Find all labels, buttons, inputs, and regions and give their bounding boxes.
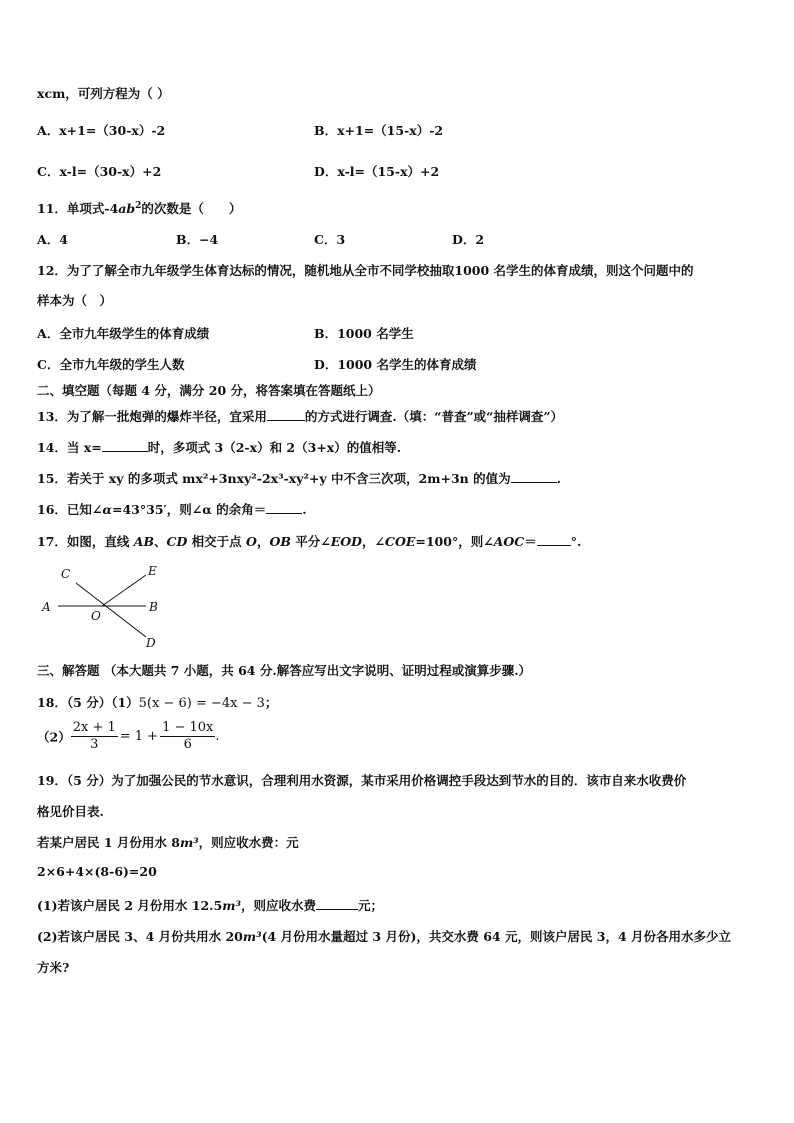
q16-answer-blank[interactable] bbox=[266, 512, 302, 514]
q13: 13．为了解一批炮弹的爆炸半径，宜采用 的方式进行调查.（填：“普查”或“抽样调查”） bbox=[37, 409, 564, 424]
q16: 16．已知∠α=43°35′，则∠α 的余角＝ . bbox=[37, 502, 307, 517]
q12-option-b: B．1000 名学生 bbox=[314, 326, 414, 341]
line-cd bbox=[76, 583, 146, 637]
q13-answer-blank[interactable] bbox=[267, 419, 305, 421]
q11-option-d: D．2 bbox=[452, 232, 485, 247]
ray-oe bbox=[102, 575, 146, 606]
q17: 17．如图，直线 AB、CD 相交于点 O，OB 平分∠EOD，∠COE=100°，则∠AOC＝ °. bbox=[37, 534, 582, 549]
q12-option-d: D．1000 名学生的体育成绩 bbox=[314, 357, 477, 372]
q18-part1: 18．（5 分）（1）5(x − 6) = −4x − 3； bbox=[37, 695, 278, 711]
q12-stem-line2: 样本为（ ） bbox=[37, 293, 113, 308]
q19-part2-line2: 方米? bbox=[37, 960, 70, 975]
q12-stem-line1: 12．为了了解全市九年级学生体育达标的情况，随机地从全市不同学校抽取1000 名学生的体育成绩，则这个问题中的 bbox=[37, 263, 694, 278]
q17-figure bbox=[36, 560, 176, 652]
q10-option-b: B．x+1=（15-x）-2 bbox=[314, 123, 444, 138]
q18-equation-1: 5(x − 6) = −4x − 3 bbox=[138, 696, 265, 711]
label-b: B bbox=[149, 600, 158, 614]
q19-part1: (1)若该户居民 2 月份用水 12.5m³，则应收水费 元； bbox=[37, 898, 383, 913]
q15: 15．若关于 xy 的多项式 mx²+3nxy²-2x³-xy²+y 中不含三次项，2m+3n 的值为 . bbox=[37, 471, 561, 486]
q19-answer-blank[interactable] bbox=[316, 908, 358, 910]
q19-line1: 19．（5 分）为了加强公民的节水意识，合理利用水资源，某市采用价格调控手段达到节水的目的．该市自来水收费价 bbox=[37, 773, 687, 788]
q17-answer-blank[interactable] bbox=[537, 544, 571, 546]
q10-option-a: A．x+1=（30-x）-2 bbox=[37, 123, 166, 138]
section-2-heading: 二、填空题（每题 4 分，满分 20 分，将答案填在答题纸上） bbox=[37, 383, 381, 398]
q18-part2: （2） $\frac{2x + 1}{3}$ = 1 + $\frac{1 - 10x}{6}$ . bbox=[37, 720, 220, 752]
q18-fraction-left: $\frac{2x + 1}{3}$ bbox=[72, 720, 116, 752]
q19-part2-line1: (2)若该户居民 3、4 月份共用水 20m³(4 月份用水量超过 3 月份)，共交水费 64 元，则该户居民 3，4 月份各用水多少立 bbox=[37, 929, 732, 944]
section-3-heading: 三、解答题 （本大题共 7 小题，共 64 分.解答应写出文字说明、证明过程或演算步骤.） bbox=[37, 663, 532, 678]
label-d: D bbox=[146, 636, 156, 650]
q10-option-c: C．x-l=（30-x）+2 bbox=[37, 164, 162, 179]
q12-option-a: A．全市九年级学生的体育成绩 bbox=[37, 326, 210, 341]
q15-answer-blank[interactable] bbox=[511, 481, 557, 483]
q10-option-d: D．x-l=（15-x）+2 bbox=[314, 164, 440, 179]
label-e: E bbox=[148, 564, 157, 578]
q18-fraction-right: $\frac{1 - 10x}{6}$ bbox=[162, 720, 214, 752]
q11-option-b: B．−4 bbox=[176, 232, 219, 247]
q10-stem-tail: xcm，可列方程为（ ） bbox=[37, 86, 170, 101]
q11-stem: 11．单项式$-4ab^2$的次数是（ ） bbox=[37, 200, 242, 216]
q19-line2: 格见价目表. bbox=[37, 804, 104, 819]
q12-option-c: C．全市九年级的学生人数 bbox=[37, 357, 185, 372]
q11-option-a: A．4 bbox=[37, 232, 68, 247]
label-c: C bbox=[61, 567, 71, 581]
q19-line3: 若某户居民 1 月份用水 8m³，则应收水费：元 bbox=[37, 835, 299, 850]
label-a: A bbox=[42, 600, 51, 614]
q19-line4: 2×6+4×(8-6)=20 bbox=[37, 864, 157, 879]
label-o: O bbox=[91, 609, 101, 623]
q11-option-c: C．3 bbox=[314, 232, 346, 247]
q14: 14．当 x= 时，多项式 3（2-x）和 2（3+x）的值相等. bbox=[37, 440, 402, 455]
q14-answer-blank[interactable] bbox=[102, 450, 148, 452]
